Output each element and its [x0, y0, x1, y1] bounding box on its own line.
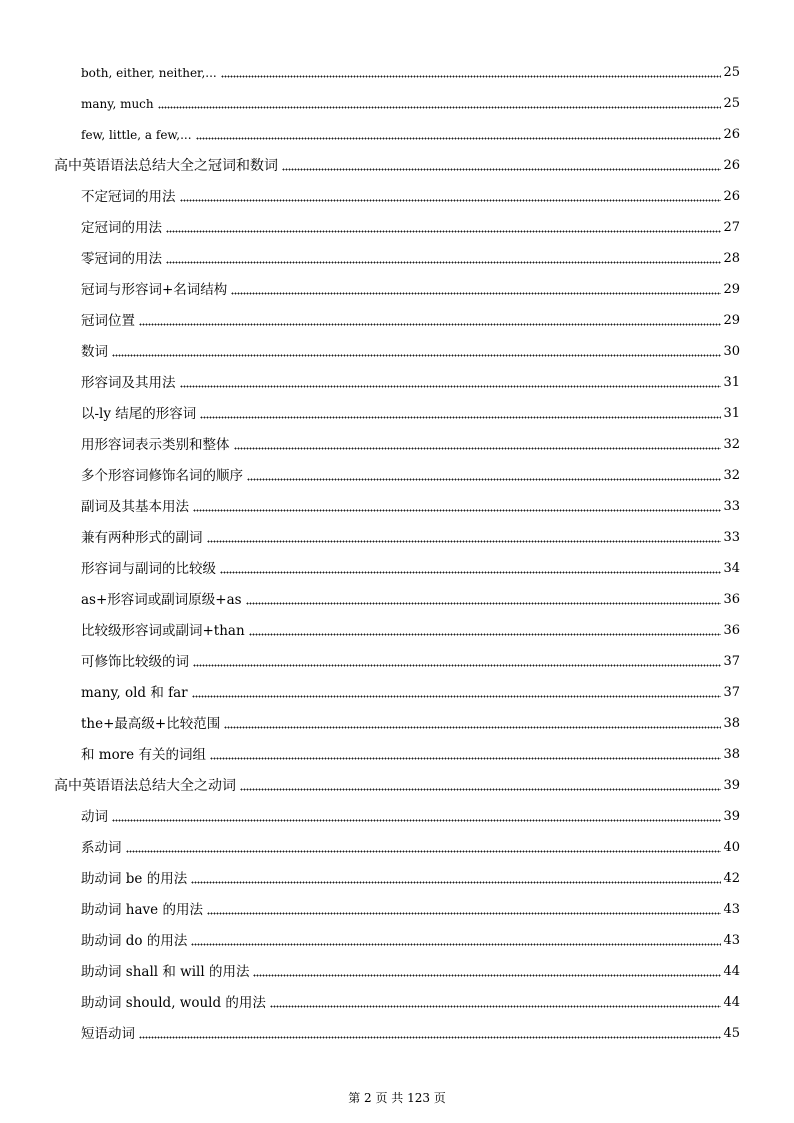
toc-page-number: 39 — [723, 809, 740, 824]
toc-entry[interactable] — [81, 897, 740, 919]
dot-leader — [193, 509, 721, 512]
toc-entry-title: 可修饰比较级的词 — [81, 654, 189, 670]
toc-entry-title: 高中英语语法总结大全之动词 — [54, 778, 236, 794]
toc-entry-title: 助动词 should, would 的用法 — [81, 995, 266, 1011]
dot-leader — [221, 75, 722, 78]
dot-leader — [282, 168, 721, 171]
toc-entry-title: 副词及其基本用法 — [81, 499, 189, 515]
toc-entry-title: 比较级形容词或副词+than — [81, 623, 245, 639]
toc-entry[interactable] — [81, 990, 740, 1012]
toc-entry[interactable] — [81, 525, 740, 547]
toc-page-number: 29 — [723, 282, 740, 297]
dot-leader — [210, 757, 721, 760]
toc-entry[interactable] — [81, 618, 740, 640]
dot-leader — [200, 416, 721, 419]
toc-entry[interactable] — [81, 277, 740, 299]
toc-entry-title: 冠词位置 — [81, 313, 135, 329]
toc-page-number: 40 — [723, 840, 740, 855]
dot-leader — [249, 633, 722, 636]
toc-entry-title: 用形容词表示类别和整体 — [81, 437, 230, 453]
toc-entry-title: 助动词 shall 和 will 的用法 — [81, 964, 250, 980]
dot-leader — [158, 106, 722, 109]
toc-page-number: 39 — [723, 778, 740, 793]
toc-page-number: 45 — [723, 1026, 740, 1041]
toc-page-number: 25 — [723, 65, 740, 80]
toc-page-number: 32 — [723, 468, 740, 483]
toc-entry[interactable] — [81, 370, 740, 392]
toc-entry-title: 以-ly 结尾的形容词 — [81, 406, 197, 422]
toc-entry[interactable] — [81, 928, 740, 950]
toc-entry-title: 兼有两种形式的副词 — [81, 530, 203, 546]
toc-entry[interactable] — [81, 401, 740, 423]
toc-entry-title: few, little, a few,... — [81, 128, 192, 142]
toc-page-number: 27 — [723, 220, 740, 235]
dot-leader — [139, 1036, 721, 1039]
dot-leader — [247, 478, 721, 481]
toc-entry-title: both, either, neither,... — [81, 66, 217, 80]
toc-entry-title: 数词 — [81, 344, 108, 360]
toc-entry-title: 零冠词的用法 — [81, 251, 162, 267]
toc-entry[interactable] — [81, 680, 740, 702]
dot-leader — [112, 354, 721, 357]
dot-leader — [166, 261, 721, 264]
toc-entry-title: 形容词与副词的比较级 — [81, 561, 216, 577]
dot-leader — [193, 664, 721, 667]
toc-entry[interactable] — [81, 463, 740, 485]
toc-page-number: 28 — [723, 251, 740, 266]
toc-entry[interactable] — [81, 91, 740, 113]
dot-leader — [270, 1005, 722, 1008]
toc-entry-title: 冠词与形容词+名词结构 — [81, 282, 228, 298]
dot-leader — [192, 695, 722, 698]
toc-entry-title: 助动词 do 的用法 — [81, 933, 188, 949]
toc-page-number: 36 — [723, 623, 740, 638]
toc-entry[interactable] — [81, 804, 740, 826]
toc-entry-title: 和 more 有关的词组 — [81, 747, 206, 763]
toc-page-number: 37 — [723, 685, 740, 700]
dot-leader — [207, 912, 722, 915]
toc-page-number: 32 — [723, 437, 740, 452]
toc-page-number: 38 — [723, 716, 740, 731]
toc-entry-title: as+形容词或副词原级+as — [81, 592, 242, 608]
toc-entry[interactable] — [81, 308, 740, 330]
toc-page-number: 42 — [723, 871, 740, 886]
toc-entry-title: 高中英语语法总结大全之冠词和数词 — [54, 158, 278, 174]
toc-entry[interactable] — [81, 122, 740, 144]
toc-page-number: 37 — [723, 654, 740, 669]
toc-entry-title: 动词 — [81, 809, 108, 825]
toc-page-number: 30 — [723, 344, 740, 359]
toc-entry[interactable] — [81, 494, 740, 516]
dot-leader — [191, 943, 721, 946]
toc-page-number: 43 — [723, 902, 740, 917]
dot-leader — [207, 540, 722, 543]
dot-leader — [166, 230, 721, 233]
toc-entry-title: 形容词及其用法 — [81, 375, 176, 391]
toc-entry[interactable] — [81, 246, 740, 268]
toc-chapter-entry[interactable] — [54, 773, 740, 795]
toc-entry-title: many, old 和 far — [81, 685, 188, 701]
toc-page-number: 44 — [723, 964, 740, 979]
dot-leader — [234, 447, 722, 450]
dot-leader — [112, 819, 721, 822]
toc-entry-title: 系动词 — [81, 840, 122, 856]
toc-page-number: 33 — [723, 499, 740, 514]
toc-entry-title: the+最高级+比较范围 — [81, 716, 221, 732]
toc-entry[interactable] — [81, 587, 740, 609]
toc-page-number: 44 — [723, 995, 740, 1010]
dot-leader — [139, 323, 721, 326]
toc-page-number: 34 — [723, 561, 740, 576]
toc-entry-title: 助动词 have 的用法 — [81, 902, 203, 918]
toc-entry[interactable] — [81, 60, 740, 82]
dot-leader — [231, 292, 721, 295]
toc-entry-title: 不定冠词的用法 — [81, 189, 176, 205]
toc-page-number: 43 — [723, 933, 740, 948]
toc-entry-title: 定冠词的用法 — [81, 220, 162, 236]
toc-page-number: 36 — [723, 592, 740, 607]
dot-leader — [180, 199, 722, 202]
toc-entry[interactable] — [81, 835, 740, 857]
dot-leader — [253, 974, 721, 977]
toc-entry-title: 短语动词 — [81, 1026, 135, 1042]
dot-leader — [196, 137, 722, 140]
toc-entry[interactable] — [81, 742, 740, 764]
toc-entry[interactable] — [81, 711, 740, 733]
dot-leader — [246, 602, 722, 605]
toc-entry[interactable] — [81, 215, 740, 237]
toc-entry[interactable] — [81, 184, 740, 206]
toc-page-number: 31 — [723, 406, 740, 421]
toc-entry[interactable] — [81, 959, 740, 981]
toc-page-number: 31 — [723, 375, 740, 390]
toc-entry[interactable] — [81, 649, 740, 671]
toc-chapter-entry[interactable] — [54, 153, 740, 175]
toc-page-number: 33 — [723, 530, 740, 545]
toc-entry-title: 助动词 be 的用法 — [81, 871, 188, 887]
toc-page-number: 25 — [723, 96, 740, 111]
toc-entry[interactable] — [81, 1021, 740, 1043]
toc-entry-title: 多个形容词修饰名词的顺序 — [81, 468, 243, 484]
toc-page-number: 29 — [723, 313, 740, 328]
toc-page-number: 26 — [723, 158, 740, 173]
dot-leader — [191, 881, 721, 884]
dot-leader — [180, 385, 722, 388]
page-footer: 第 2 页 共 123 页 — [348, 1091, 446, 1105]
toc-entry-title: many, much — [81, 97, 154, 111]
dot-leader — [240, 788, 721, 791]
toc-entry[interactable] — [81, 556, 740, 578]
toc-entry[interactable] — [81, 339, 740, 361]
dot-leader — [224, 726, 721, 729]
toc-entry[interactable] — [81, 866, 740, 888]
dot-leader — [220, 571, 721, 574]
toc-page-number: 26 — [723, 127, 740, 142]
toc-page-number: 26 — [723, 189, 740, 204]
toc-entry[interactable] — [81, 432, 740, 454]
dot-leader — [126, 850, 722, 853]
toc-page-number: 38 — [723, 747, 740, 762]
